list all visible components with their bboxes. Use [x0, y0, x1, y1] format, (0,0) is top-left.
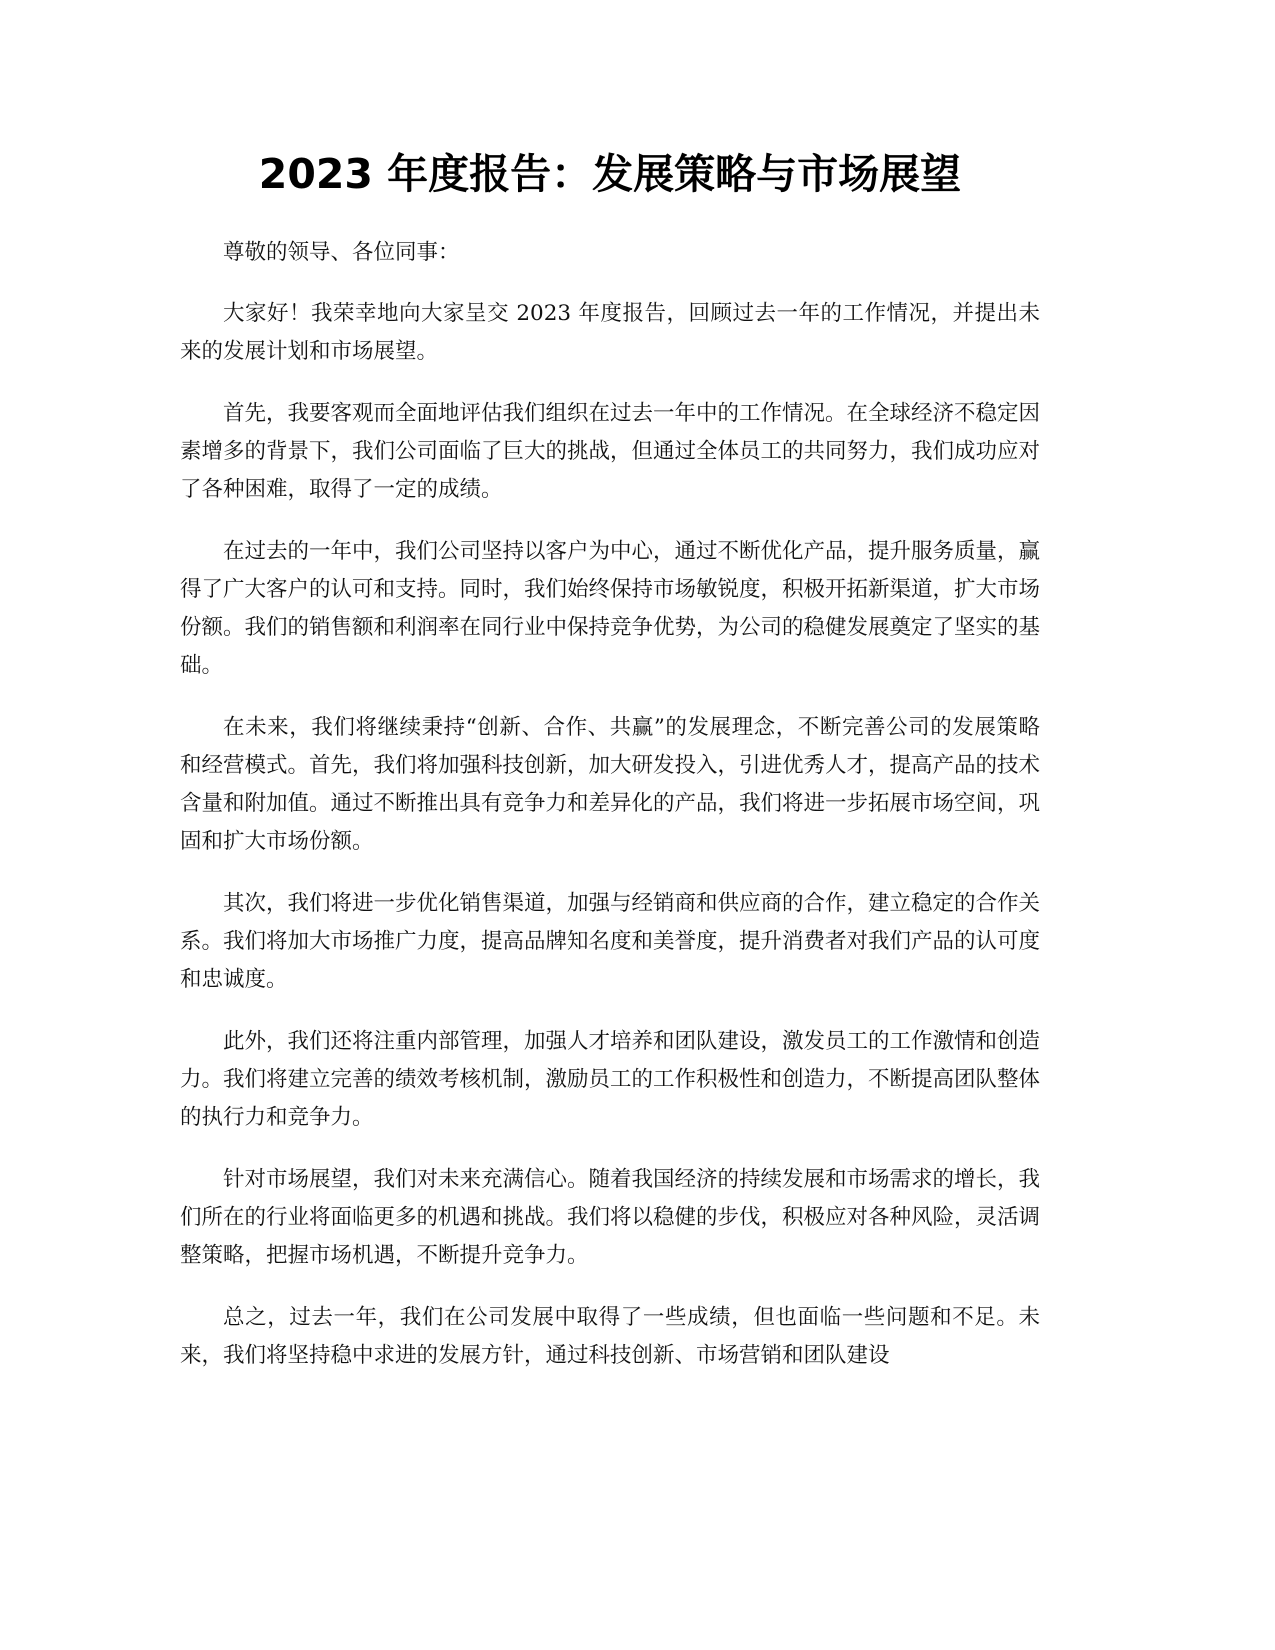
paragraph-review: 首先，我要客观而全面地评估我们组织在过去一年中的工作情况。在全球经济不稳定因素增多的背景下，我们公司面临了巨大的挑战，但通过全体员工的共同努力，我们成功应对了各种困难，取得了一定的成绩。 [180, 401, 1041, 502]
paragraph-achievements: 在过去的一年中，我们公司坚持以客户为中心，通过不断优化产品，提升服务质量，赢得了广大客户的认可和支持。同时，我们始终保持市场敏锐度，积极开拓新渠道，扩大市场份额。我们的销售额和利润率在同行业中保持竞争优势，为公司的稳健发展奠定了坚实的基础。 [180, 539, 1041, 678]
document-title: 2023 年度报告：发展策略与市场展望 [258, 150, 962, 198]
paragraph-sales-channels: 其次，我们将进一步优化销售渠道，加强与经销商和供应商的合作，建立稳定的合作关系。我们将加大市场推广力度，提高品牌知名度和美誉度，提升消费者对我们产品的认可度和忠诚度。 [180, 891, 1041, 992]
document-body [180, 234, 1040, 1375]
paragraph-market-outlook: 针对市场展望，我们对未来充满信心。随着我国经济的持续发展和市场需求的增长，我们所在的行业将面临更多的机遇和挑战。我们将以稳健的步伐，积极应对各种风险，灵活调整策略，把握市场机遇，不断提升竞争力。 [180, 1167, 1041, 1268]
salutation: 尊敬的领导、各位同事： [223, 240, 460, 265]
paragraph-future-strategy: 在未来，我们将继续秉持“创新、合作、共赢”的发展理念，不断完善公司的发展策略和经营模式。首先，我们将加强科技创新，加大研发投入，引进优秀人才，提高产品的技术含量和附加值。通过不断推出具有竞争力和差异化的产品，我们将进一步拓展市场空间，巩固和扩大市场份额。 [180, 715, 1041, 854]
paragraph-conclusion: 总之，过去一年，我们在公司发展中取得了一些成绩，但也面临一些问题和不足。未来，我们将坚持稳中求进的发展方针，通过科技创新、市场营销和团队建设 [180, 1305, 1040, 1368]
paragraph-internal-management: 此外，我们还将注重内部管理，加强人才培养和团队建设，激发员工的工作激情和创造力。我们将建立完善的绩效考核机制，激励员工的工作积极性和创造力，不断提高团队整体的执行力和竞争力。 [180, 1029, 1041, 1130]
paragraph-greeting: 大家好！我荣幸地向大家呈交 2023 年度报告，回顾过去一年的工作情况，并提出未来的发展计划和市场展望。 [180, 301, 1040, 364]
document-page [180, 0, 1040, 1399]
